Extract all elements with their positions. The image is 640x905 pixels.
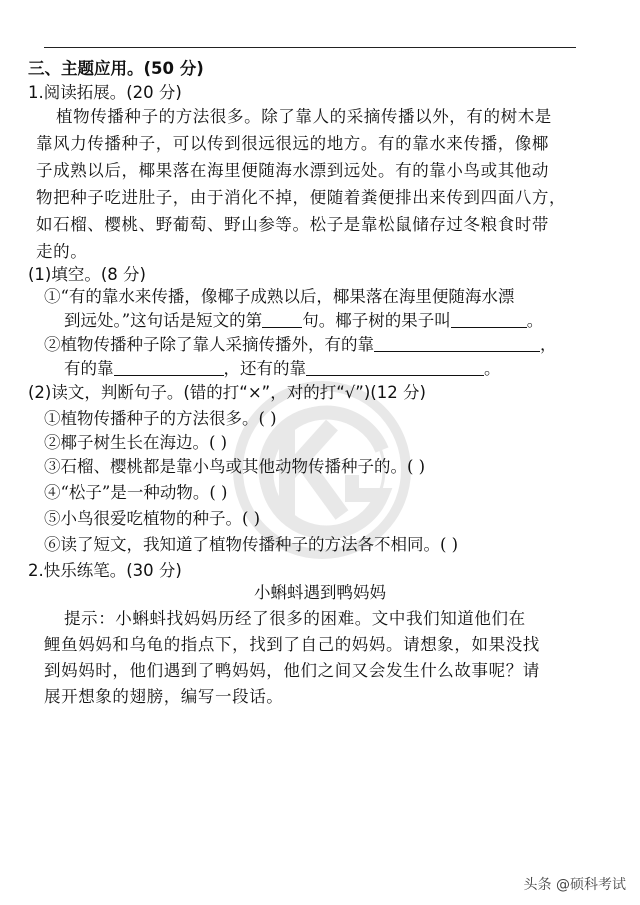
answer-blank[interactable] bbox=[451, 311, 527, 328]
fill-item-1-line-2 bbox=[64, 310, 543, 332]
judge-item: ④“松子”是一种动物。( ) bbox=[44, 483, 228, 502]
passage-line: 子成熟以后，椰果落在海里便随海水漂到远处。有的靠小鸟或其他动 bbox=[36, 161, 549, 180]
fill-text: 到远处。”这句话是短文的第 bbox=[64, 311, 263, 330]
passage-line: 靠风力传播种子，可以传到很远很远的地方。有的靠水来传播，像椰 bbox=[36, 134, 549, 153]
q2-heading: 2.快乐练笔。(30 分) bbox=[28, 561, 182, 580]
answer-blank[interactable] bbox=[374, 335, 540, 352]
footer-attribution: 头条 @硕科考试 bbox=[523, 877, 626, 893]
prompt-line: 鲤鱼妈妈和乌龟的指点下，找到了自己的妈妈。请想象，如果没找 bbox=[44, 635, 540, 654]
answer-blank[interactable] bbox=[262, 311, 302, 328]
fill-heading: (1)填空。(8 分) bbox=[28, 265, 146, 284]
answer-blank[interactable] bbox=[306, 359, 484, 376]
passage-line: 走的。 bbox=[36, 242, 88, 261]
passage-line: 植物传播种子的方法很多。除了靠人的采摘传播以外，有的树木是 bbox=[56, 107, 552, 126]
fill-item-1-line-1: ①“有的靠水来传播，像椰子成熟以后，椰果落在海里便随海水漂 bbox=[44, 287, 515, 306]
prompt-line: 展开想象的翅膀，编写一段话。 bbox=[44, 687, 284, 706]
fill-text: 句。椰子树的果子叫 bbox=[302, 311, 451, 330]
passage-line: 物把种子吃进肚子，由于消化不掉，便随着粪便排出来传到四面八方， bbox=[36, 188, 567, 207]
fill-text: 。 bbox=[484, 359, 501, 378]
judge-item: ③石榴、樱桃都是靠小鸟或其他动物传播种子的。( ) bbox=[44, 457, 426, 476]
essay-title: 小蝌蚪遇到鸭妈妈 bbox=[254, 583, 386, 602]
top-rule bbox=[44, 47, 576, 48]
judge-item: ②椰子树生长在海边。( ) bbox=[44, 433, 228, 452]
judge-item: ①植物传播种子的方法很多。( ) bbox=[44, 409, 277, 428]
fill-item-2-line-1 bbox=[44, 334, 557, 356]
fill-item-2-line-2 bbox=[64, 358, 501, 380]
fill-text: ，还有的靠 bbox=[223, 359, 306, 378]
answer-blank[interactable] bbox=[114, 359, 224, 376]
fill-text: 有的靠 bbox=[64, 359, 114, 378]
fill-text: ， bbox=[540, 335, 557, 354]
judge-item: ⑤小鸟很爱吃植物的种子。( ) bbox=[44, 509, 261, 528]
fill-text: ②植物传播种子除了靠人采摘传播外，有的靠 bbox=[44, 335, 374, 354]
judge-item: ⑥读了短文，我知道了植物传播种子的方法各不相同。( ) bbox=[44, 535, 459, 554]
prompt-line: 提示：小蝌蚪找妈妈历经了很多的困难。文中我们知道他们在 bbox=[64, 609, 526, 628]
passage-line: 如石榴、樱桃、野葡萄、野山参等。松子是靠松鼠储存过冬粮食时带 bbox=[36, 215, 549, 234]
judge-heading: (2)读文，判断句子。(错的打“×”，对的打“√”)(12 分) bbox=[28, 383, 426, 402]
q1-heading: 1.阅读拓展。(20 分) bbox=[28, 83, 182, 102]
fill-text: 。 bbox=[526, 311, 544, 330]
section-title: 三、主题应用。(50 分) bbox=[28, 59, 204, 78]
prompt-line: 到妈妈时，他们遇到了鸭妈妈，他们之间又会发生什么故事呢？请 bbox=[44, 661, 540, 680]
